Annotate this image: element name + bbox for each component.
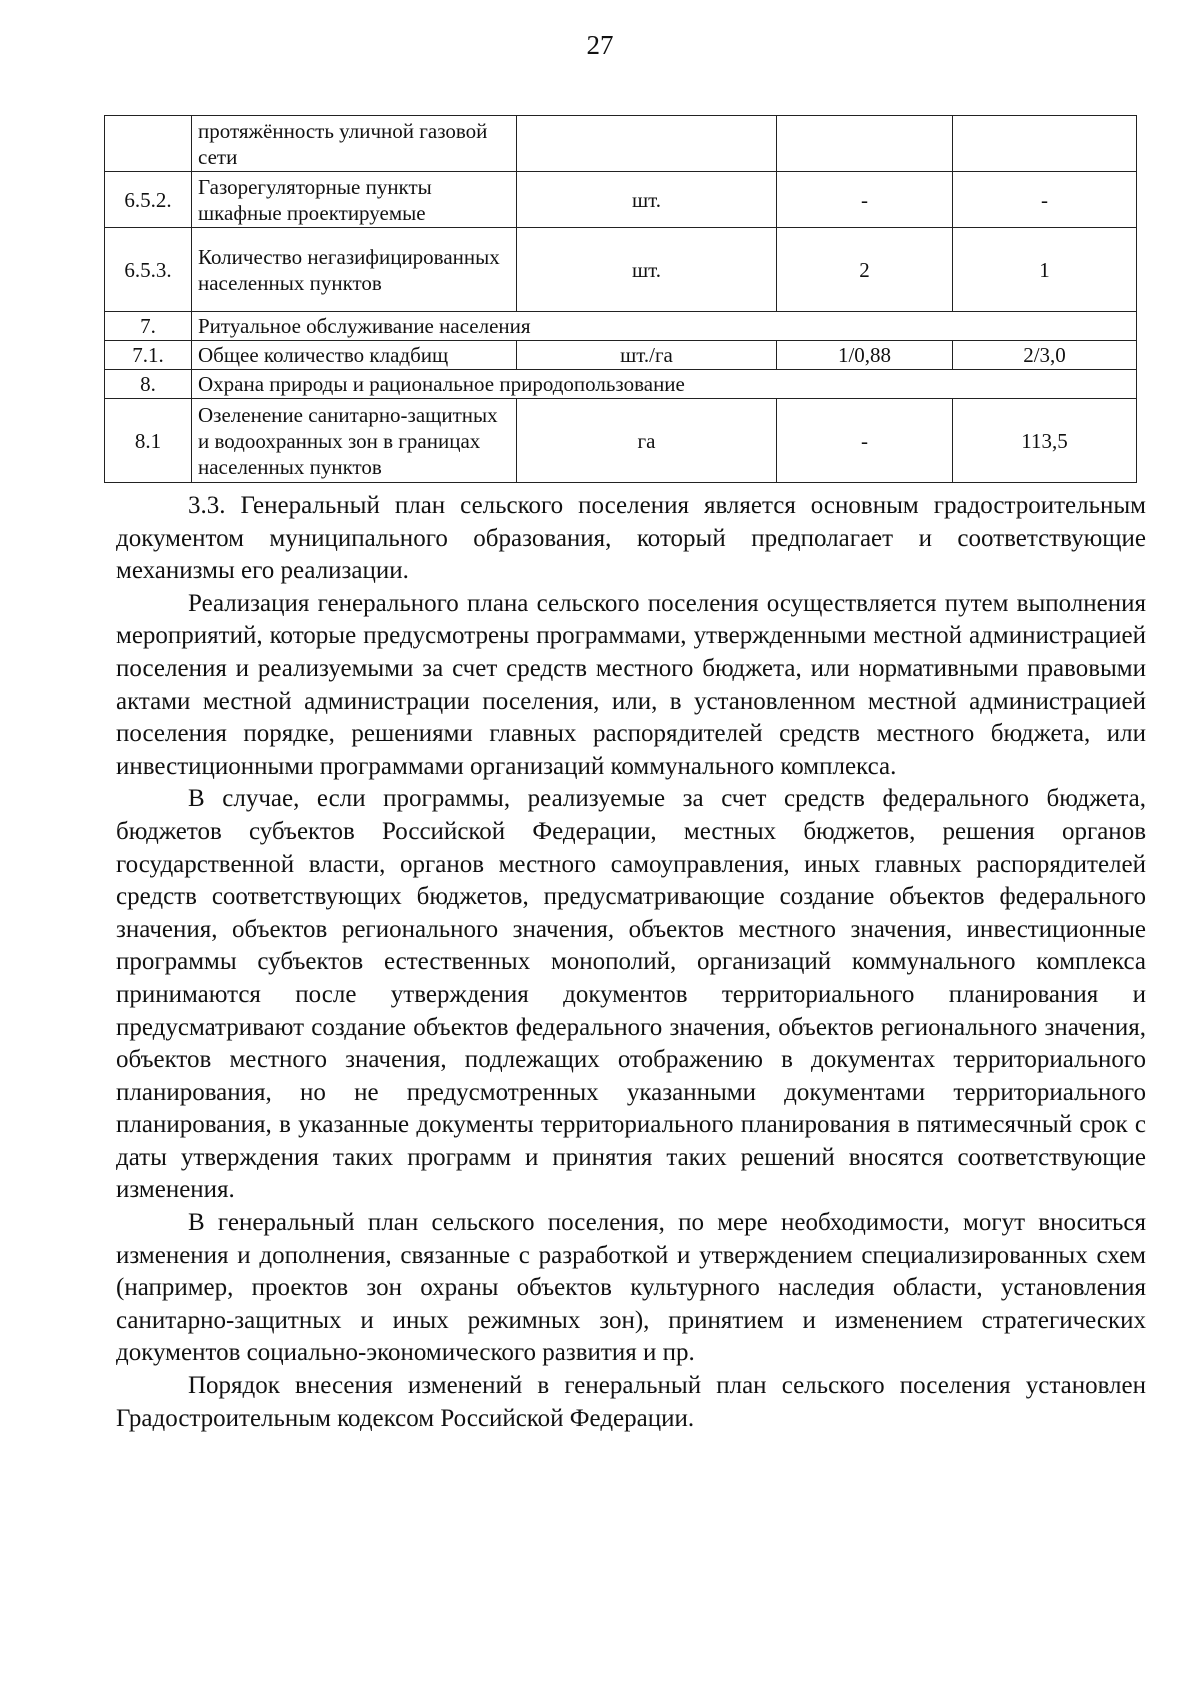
paragraph: В случае, если программы, реализуемые за счет средств федерального бюджета, бюджетов субъектов Российской Федерации, местных бюджетов, решения органов государственной власти, органов местного самоуправления, иных главных распорядителей средств соответствующих бюджетов, предусматривающие создание объектов федерального значения, объектов регионального значения, объектов местного значения, инвестиционные программы субъектов естественных монополий, организаций коммунального комплекса принимаются после утверждения документов территориального планирования и предусматривают создание объектов федерального значения, объектов регионального значения, объектов местного значения, подлежащих отображению в документах территориального планирования, но не предусмотренных указанными документами территориального планирования, в указанные документы территориального планирования в пятимесячный срок с даты утверждения таких программ и принятия таких решений вносятся соответствующие изменения. bbox=[116, 785, 1146, 1204]
row-unit: шт./га bbox=[517, 341, 777, 370]
paragraph: 3.3. Генеральный план сельского поселения является основным градостроительным документом муниципального образования, который предполагает и соответствующие механизмы его реализации. bbox=[116, 492, 1146, 585]
row-current-value: - bbox=[777, 399, 953, 483]
row-indicator: Газорегуляторные пункты шкафные проектируемые bbox=[192, 172, 517, 228]
row-current-value: - bbox=[777, 172, 953, 228]
row-unit: га bbox=[517, 399, 777, 483]
section-number: 7. bbox=[105, 312, 192, 341]
row-unit: шт. bbox=[517, 172, 777, 228]
row-planned-value: 1 bbox=[953, 228, 1137, 312]
row-current-value: 2 bbox=[777, 228, 953, 312]
row-current-value bbox=[777, 116, 953, 172]
body-text bbox=[116, 490, 1146, 1435]
row-number: 7.1. bbox=[105, 341, 192, 370]
table-row bbox=[105, 341, 1137, 370]
row-number: 6.5.3. bbox=[105, 228, 192, 312]
section-number: 8. bbox=[105, 370, 192, 399]
section-title: Ритуальное обслуживание населения bbox=[192, 312, 1137, 341]
table-section-row bbox=[105, 370, 1137, 399]
table-row bbox=[105, 172, 1137, 228]
row-indicator: Озеленение санитарно-защитных и водоохранных зон в границах населенных пунктов bbox=[192, 399, 517, 483]
row-indicator: Количество негазифицированных населенных пунктов bbox=[192, 228, 517, 312]
row-planned-value bbox=[953, 116, 1137, 172]
row-unit: шт. bbox=[517, 228, 777, 312]
table-row bbox=[105, 228, 1137, 312]
paragraph: В генеральный план сельского поселения, по мере необходимости, могут вноситься изменения и дополнения, связанные с разработкой и утверждением специализированных схем (например, проектов зон охраны объектов культурного наследия области, установления санитарно-защитных и иных режимных зон), принятием и изменением стратегических документов социально-экономического развития и пр. bbox=[116, 1209, 1146, 1367]
row-planned-value: - bbox=[953, 172, 1137, 228]
paragraph: Реализация генерального плана сельского поселения осуществляется путем выполнения мероприятий, которые предусмотрены программами, утвержденными местной администрацией поселения и реализуемыми за счет средств местного бюджета, или нормативными правовыми актами местной администрации поселения, или, в установленном местной администрацией поселения порядке, решениями главных распорядителей средств местного бюджета, или инвестиционными программами организаций коммунального комплекса. bbox=[116, 589, 1146, 780]
row-planned-value: 2/3,0 bbox=[953, 341, 1137, 370]
table-row bbox=[105, 399, 1137, 483]
page-number: 27 bbox=[586, 30, 614, 60]
row-current-value: 1/0,88 bbox=[777, 341, 953, 370]
row-number: 8.1 bbox=[105, 399, 192, 483]
indicators-table bbox=[104, 115, 1137, 483]
row-number bbox=[105, 116, 192, 172]
row-indicator: Общее количество кладбищ bbox=[192, 341, 517, 370]
section-title: Охрана природы и рациональное природопользование bbox=[192, 370, 1137, 399]
row-unit bbox=[517, 116, 777, 172]
paragraph: Порядок внесения изменений в генеральный план сельского поселения установлен Градостроительным кодексом Российской Федерации. bbox=[116, 1372, 1146, 1432]
row-number: 6.5.2. bbox=[105, 172, 192, 228]
row-indicator: протяжённость уличной газовой сети bbox=[192, 116, 517, 172]
table-section-row bbox=[105, 312, 1137, 341]
table-row bbox=[105, 116, 1137, 172]
row-planned-value: 113,5 bbox=[953, 399, 1137, 483]
